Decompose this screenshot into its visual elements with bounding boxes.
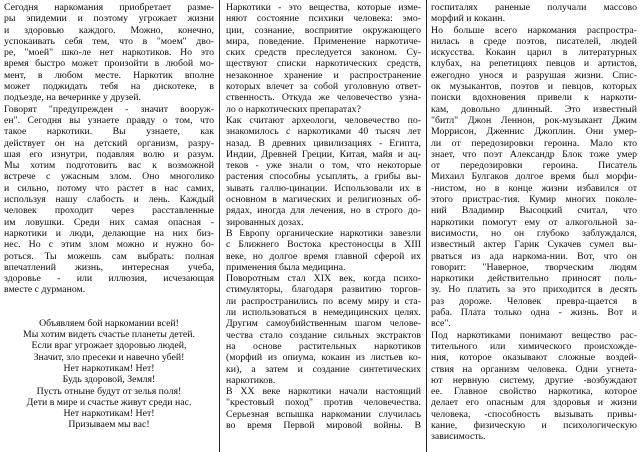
text-line: висимости, но он глубоко заблуждался, [431, 227, 637, 239]
text-line: ли использоваться в немедицинских целях. [226, 307, 421, 319]
text-line: на основе растительных наркотиков [226, 340, 421, 352]
text-line: ществуют списки наркотических средств, [226, 58, 421, 70]
text-line: и сильно, потому что растет в нас самих, [4, 182, 214, 194]
poem-line: Дети в мире и счастье живут среди нас. [26, 396, 192, 408]
paragraph [4, 104, 214, 296]
poem-line: Значит, зло пресеки и навечно убей! [33, 351, 185, 363]
text-line: тительного или химического происхожде- [431, 340, 637, 352]
poem-line: Призываем мы вас! [68, 419, 150, 431]
text-line: ки), а затем и создание синтетических [226, 363, 421, 375]
poem-line: Объявляем бой наркомании всей! [39, 317, 179, 329]
text-line: и здоровью каждого. Можно, конечно, [4, 24, 214, 36]
paragraph [431, 25, 637, 330]
text-line: кам, довольно длинный. Это известный [431, 103, 637, 115]
paragraph [226, 228, 421, 273]
text-line: впечатлений жизнь, интересная учеба, [4, 261, 214, 273]
text-line: говорит: "Наверное, творческим людям [431, 261, 637, 273]
column-right [431, 2, 637, 443]
text-line: В Европу органические наркотики завезли [226, 227, 421, 239]
text-line: человека, -способность вызывать привы- [431, 408, 637, 420]
text-line: Другим самоубийственным шагом челове- [226, 318, 421, 330]
text-line: ских средств преследуется законом. Су- [226, 47, 421, 59]
text-line: зависимость. [431, 431, 486, 443]
poem [4, 318, 214, 431]
text-line: Моррисон, Дженнис Джоплин. Они умер- [431, 126, 637, 138]
text-line: такое наркотики. Вы узнаете, как [4, 126, 214, 138]
text-line: знакомилось с наркотиками 40 тысяч лет [226, 126, 421, 138]
text-line: используя нашу слабость и лень. Каждый [4, 194, 214, 206]
text-line: от передозировки героина. Писатель [431, 160, 637, 172]
text-line: няют состояние психики человека: эмо- [226, 13, 421, 25]
text-line: нилась в среде поэтов, писателей, людей [431, 35, 637, 47]
text-line: ний Владимир Высоцкий считал, что [431, 205, 637, 217]
paragraph [226, 273, 421, 386]
poem-line: Нет наркотикам! Нет! [63, 408, 155, 420]
column-middle [226, 2, 421, 431]
text-line: Но больше всего наркомания распростра- [431, 24, 637, 36]
text-line: зывать галлю-цинации. Использовали их в [226, 182, 421, 194]
text-line: рядах, иногда для лечения, но в строго до- [226, 205, 421, 217]
text-line: с Ближнего Востока крестоносцы в XIII [226, 239, 421, 251]
text-line: шая его изнутри, подавляя волю и разум. [4, 148, 214, 160]
text-line: назад. В древних цивилизациях - Египта, [226, 137, 421, 149]
text-line: зу. Но платить за это приходится в десять [431, 284, 637, 296]
text-line: наркотики действительно приносят поль- [431, 273, 637, 285]
text-line: ли распространились по всему миру и ста- [226, 295, 421, 307]
text-line: ок музыкантов, поэтов и певцов, которых [431, 81, 637, 93]
text-line: Серьезная вспышка наркомании случилась [226, 408, 421, 420]
text-line: ции, сознание, восприятие окружающего [226, 24, 421, 36]
text-line: Михаил Булгаков долгое время был морфи- [431, 171, 637, 183]
poem-line: Если враг угрожает здоровью людей, [31, 340, 187, 352]
text-line: известный актер Гарик Сукачев сумел вы- [431, 239, 637, 251]
poem-line: Мы хотим видеть счастье планеты детей. [23, 329, 195, 341]
text-line: морфий и кокаин. [431, 13, 506, 25]
text-line: -нистом, но в конце жизни избавился от [431, 182, 637, 194]
text-line: может поджидать тебя на дискотеке, в [4, 81, 214, 93]
text-line: делает его опасным для здоровья и жизни [431, 397, 637, 409]
text-line: ее. Главное свойство наркотика, которое [431, 386, 637, 398]
text-line: применения была медицина. [226, 261, 346, 273]
text-line: вместе с дурманом. [4, 284, 86, 296]
text-line: наркотиков. [226, 374, 276, 386]
text-line: подъезде, на вечеринке у друзей. [4, 92, 141, 104]
text-line: успокаивать себя тем, что в "моем" дво- [4, 35, 214, 47]
text-line: "битл" Джон Леннон, рок-музыкант Джим [431, 114, 637, 126]
text-line: раз дороже. Человек превра-щается в [431, 295, 637, 307]
text-line: ствия на организм человека. Одни угнета- [431, 363, 637, 375]
text-line: В XX веке наркотики начали настоящий [226, 386, 421, 398]
text-line: знает, что поэт Александр Блок тоже умер [431, 148, 637, 160]
text-line: ре, "моей" шко-ле нет наркотиков. Но это [4, 47, 214, 59]
text-line: растения способны усыплять, а грибы вы- [226, 171, 421, 183]
text-line: госпиталях раненые получали массово [431, 2, 637, 13]
text-line: ры эпидемии и поэтому угрожает жизни [4, 13, 214, 25]
text-line: ственность. Откуда же человечество узна- [226, 92, 421, 104]
text-line: роться. Ты можешь сам выбрать: полная [4, 250, 214, 262]
paragraph [226, 2, 421, 115]
column-divider [426, 0, 427, 452]
text-line: которых влечет за собой уголовную ответ- [226, 81, 421, 93]
text-line: ют нервную систему, другие -возбуждают [431, 374, 637, 386]
text-line: стимуляторы, благодаря развитию торгов- [226, 284, 421, 296]
text-line: Наркотики - это вещества, которые изме- [226, 2, 421, 13]
text-line: поиски вдохновения привели к наркоти- [431, 92, 637, 104]
text-line: кание, физическую и психологическую [431, 419, 637, 431]
column-left [4, 2, 214, 431]
text-line: во время Первой мировой войны. В [226, 419, 421, 431]
text-line: наркотики и люди, делающие на них биз- [4, 227, 214, 239]
paragraph [431, 2, 637, 25]
text-line: этого пристрас-тия. Кумир многих поколе- [431, 194, 637, 206]
text-line: Как считают археологи, человечество по- [226, 114, 421, 126]
text-line: действует он на детский организм, разру- [4, 137, 214, 149]
text-line: теков - уже знали о том, что некоторые [226, 160, 421, 172]
text-line: клубах, на репетициях певцов и артистов, [431, 58, 637, 70]
text-line: искусства. Кокаин царил в литературных [431, 47, 637, 59]
text-line: незаконное хранение и распространение [226, 69, 421, 81]
paragraph [226, 386, 421, 431]
text-line: мира, поведение. Применение наркотиче- [226, 35, 421, 47]
paragraph [226, 115, 421, 228]
text-line: ния, которое оказывают сложные воздей- [431, 352, 637, 364]
column-divider [219, 0, 220, 452]
poem-line: Пусть отныне будут от зелья поля! [36, 385, 182, 397]
text-line: встрече с ужасным злом. Оно многолико [4, 171, 214, 183]
text-line: чества стало создание сильных экстрактов [226, 329, 421, 341]
text-line: зированных дозах. [226, 216, 304, 228]
text-line: человек проходит через расставленные [4, 205, 214, 217]
poem-line: Будь здоровой, Земля! [62, 374, 156, 386]
text-line: основном в магических и религиозных об- [226, 194, 421, 206]
text-line: им ловушки. Среди них самая опасная - [4, 216, 214, 228]
text-line: веке, но долгое время главной сферой их [226, 250, 421, 262]
text-line: Говорят "предупрежден - значит вооруж- [4, 103, 214, 115]
poem-line: Нет наркотикам! Нет! [63, 362, 155, 374]
text-line: Мы хотим подготовить вас к возможной [4, 160, 214, 172]
text-line: ежегодно унося и разрушая жизни. Спис- [431, 69, 637, 81]
text-line: Под наркотиками понимают вещество рас- [431, 329, 637, 341]
paragraph [4, 2, 214, 104]
text-line: Сегодня наркомания приобретает разме- [4, 2, 214, 13]
text-line: раба. Плата только одна - жизнь. Вот и [431, 307, 637, 319]
text-line: ло о наркотических препаратах? [226, 103, 361, 115]
text-line: Поворотным стал XIX век, когда психо- [226, 273, 421, 285]
text-line: здоровье - или иллюзия, исчезающая [4, 273, 214, 285]
text-line: рваться из ада наркома-нии. Вот, что он [431, 250, 637, 262]
text-line: ен". Сегодня вы узнаете правду о том, что [4, 114, 214, 126]
text-line: время быстро может произойти в любой мо- [4, 58, 214, 70]
text-line: (морфий из опиума, кокаин из листьев ко- [226, 352, 421, 364]
paragraph [431, 330, 637, 443]
text-line: ли от передозировки героина. Мало кто [431, 137, 637, 149]
text-line: нес. Но с этим злом можно и нужно бо- [4, 239, 214, 251]
text-line: Индии, Древней Греции, Китая, майя и ац- [226, 148, 421, 160]
text-line: все". [431, 318, 451, 330]
text-line: наркотики помогут ему от алкогольной за- [431, 216, 637, 228]
text-line: "крестовый поход" против человечества. [226, 397, 421, 409]
text-line: мент, в любом месте. Наркотик вполне [4, 69, 214, 81]
